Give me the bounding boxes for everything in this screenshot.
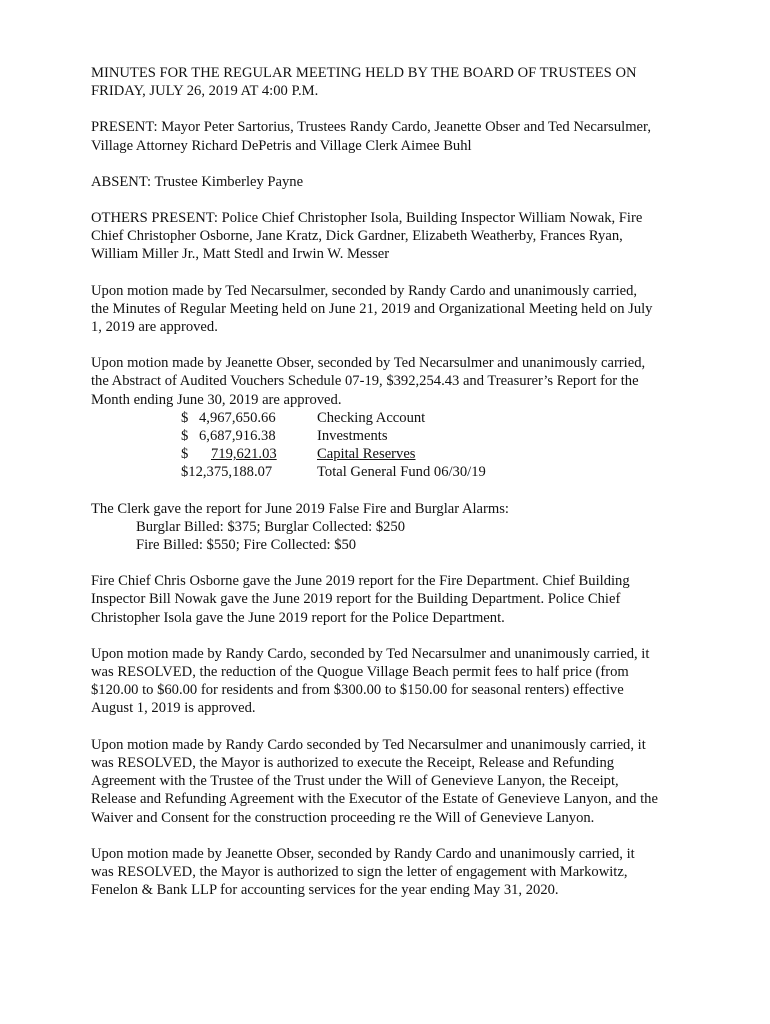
motion-line: the Minutes of Regular Meeting held on June 21, 2019 and Organizational Meeting held on July (91, 300, 653, 317)
fire-alarm-line: Fire Billed: $550; Fire Collected: $50 (136, 537, 357, 554)
alarm-report (91, 500, 691, 555)
motion-line: Upon motion made by Ted Necarsulmer, seconded by Randy Cardo and unanimously carried, (91, 282, 638, 299)
alarm-intro: The Clerk gave the report for June 2019 False Fire and Burglar Alarms: (91, 500, 509, 517)
accounting-engagement-motion (91, 845, 691, 900)
present-line: PRESENT: Mayor Peter Sartorius, Trustees Randy Cardo, Jeanette Obser and Ted Necarsulmer, (91, 119, 651, 136)
motion-line: August 1, 2019 is approved. (91, 700, 256, 717)
motion-line: Waiver and Consent for the construction proceeding re the Will of Genevieve Lanyon. (91, 809, 595, 826)
others-line: Chief Christopher Osborne, Jane Kratz, Dick Gardner, Elizabeth Weatherby, Frances Ryan, (91, 228, 623, 245)
motion-line: was RESOLVED, the Mayor is authorized to sign the letter of engagement with Markowitz, (91, 863, 628, 880)
lanyon-agreement-motion (91, 736, 691, 827)
motion-line: Upon motion made by Jeanette Obser, seconded by Randy Cardo and unanimously carried, it (91, 845, 635, 862)
financial-row (181, 409, 486, 427)
motion-line: Upon motion made by Randy Cardo, seconded by Ted Necarsulmer and unanimously carried, it (91, 645, 650, 662)
present-paragraph (91, 118, 691, 154)
motion-line: Agreement with the Trustee of the Trust under the Will of Genevieve Lanyon, the Receipt, (91, 773, 619, 790)
motion-line: Fenelon & Bank LLP for accounting services for the year ending May 31, 2020. (91, 882, 559, 899)
financial-amount: $ 4,967,650.66 (181, 409, 276, 426)
financial-amount: $ 719,621.03 (181, 446, 277, 463)
title-line: MINUTES FOR THE REGULAR MEETING HELD BY THE BOARD OF TRUSTEES ON (91, 65, 637, 81)
financial-label: Checking Account (317, 409, 426, 426)
report-line: Fire Chief Chris Osborne gave the June 2019 report for the Fire Department. Chief Building (91, 573, 630, 590)
financial-label: Total General Fund 06/30/19 (317, 464, 486, 481)
present-line: Village Attorney Richard DePetris and Village Clerk Aimee Buhl (91, 137, 472, 154)
report-line: Inspector Bill Nowak gave the June 2019 report for the Building Department. Police Chief (91, 591, 621, 608)
financial-label: Capital Reserves (317, 446, 416, 463)
absent-paragraph (91, 173, 691, 191)
motion-line: was RESOLVED, the reduction of the Quogue Village Beach permit fees to half price (from (91, 664, 629, 681)
financial-label: Investments (317, 428, 388, 445)
abstract-approval-motion (91, 354, 691, 481)
minutes-approval-motion (91, 282, 691, 337)
department-reports (91, 572, 691, 627)
financial-row (181, 427, 486, 445)
others-present-paragraph (91, 209, 691, 264)
minutes-title (91, 64, 691, 100)
burglar-alarm-line: Burglar Billed: $375; Burglar Collected: $250 (136, 518, 406, 535)
others-line: OTHERS PRESENT: Police Chief Christopher Isola, Building Inspector William Nowak, Fire (91, 210, 643, 227)
financial-amount: $12,375,188.07 (181, 464, 273, 481)
beach-permit-motion (91, 645, 691, 718)
others-line: William Miller Jr., Matt Stedl and Irwin W. Messer (91, 246, 390, 263)
absent-line: ABSENT: Trustee Kimberley Payne (91, 173, 304, 190)
title-line: FRIDAY, JULY 26, 2019 AT 4:00 P.M. (91, 83, 319, 100)
minutes-document (91, 64, 691, 917)
motion-line: Release and Refunding Agreement with the Executor of the Estate of Genevieve Lanyon, and the (91, 791, 658, 808)
financial-total-row (181, 463, 486, 481)
report-line: Christopher Isola gave the June 2019 report for the Police Department. (91, 609, 505, 626)
motion-line: Upon motion made by Jeanette Obser, seconded by Ted Necarsulmer and unanimously carried, (91, 355, 646, 372)
motion-line: 1, 2019 are approved. (91, 319, 218, 336)
financial-summary-table (181, 409, 486, 482)
motion-line: the Abstract of Audited Vouchers Schedule 07-19, $392,254.43 and Treasurer’s Report for the (91, 373, 639, 390)
motion-line: Month ending June 30, 2019 are approved. (91, 391, 342, 408)
motion-line: Upon motion made by Randy Cardo seconded by Ted Necarsulmer and unanimously carried, it (91, 736, 646, 753)
motion-line: was RESOLVED, the Mayor is authorized to execute the Receipt, Release and Refunding (91, 754, 615, 771)
financial-row (181, 445, 486, 463)
financial-amount: $ 6,687,916.38 (181, 428, 276, 445)
motion-line: $120.00 to $60.00 for residents and from $300.00 to $150.00 for seasonal renters) effective (91, 682, 624, 699)
